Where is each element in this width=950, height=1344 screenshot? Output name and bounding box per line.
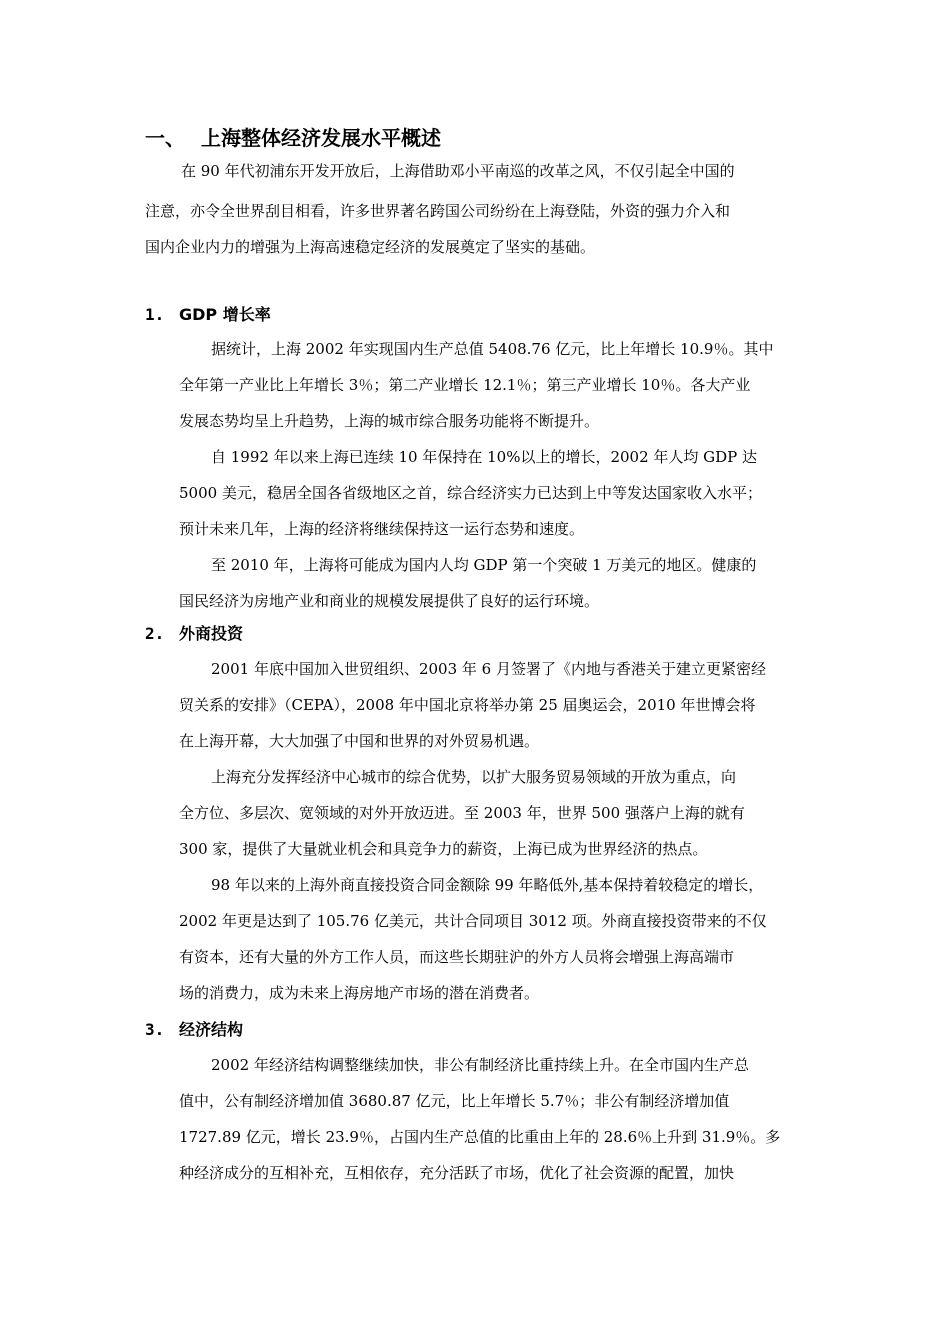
subsection-title: 经济结构 [179,1020,244,1039]
paragraph-line: 国民经济为房地产业和商业的规模发展提供了良好的运行环境。 [179,592,600,610]
paragraph-line: 自 1992 年以来上海已连续 10 年保持在 10%以上的增长，2002 年人均 GDP 达 [211,448,758,466]
intro-paragraph-line: 注意，亦令全世界刮目相看，许多世界著名跨国公司纷纷在上海登陆，外资的强力介入和 [145,202,731,220]
paragraph-line: 贸关系的安排》（CEPA），2008 年中国北京将举办第 25 届奥运会，2010 年世博会将 [179,696,756,714]
intro-paragraph-line: 在 90 年代初浦东开发开放后，上海借助邓小平南巡的改革之风，不仅引起全中国的 [181,162,735,180]
subsection-heading-foreign-investment [145,622,243,646]
paragraph-line: 至 2010 年，上海将可能成为国内人均 GDP 第一个突破 1 万美元的地区。健康的 [211,556,757,574]
subsection-number: 1. [145,305,165,324]
paragraph-line: 2002 年更是达到了 105.76 亿美元，共计合同项目 3012 项。外商直接投资带来的不仅 [179,912,767,930]
paragraph-line: 5000 美元，稳居全国各省级地区之首，综合经济实力已达到上中等发达国家收入水平； [179,484,762,502]
paragraph-line: 98 年以来的上海外商直接投资合同金额除 99 年略低外,基本保持着较稳定的增长， [211,876,764,894]
paragraph-line: 据统计，上海 2002 年实现国内生产总值 5408.76 亿元，比上年增长 10.9％。其中 [211,340,774,358]
paragraph-line: 1727.89 亿元，增长 23.9％，占国内生产总值的比重由上年的 28.6％上升到 31.9％。多 [179,1128,781,1146]
paragraph-line: 种经济成分的互相补充，互相依存，充分活跃了市场，优化了社会资源的配置，加快 [179,1164,735,1182]
paragraph-line: 预计未来几年，上海的经济将继续保持这一运行态势和速度。 [179,520,585,538]
paragraph-line: 全方位、多层次、宽领域的对外开放迈进。至 2003 年，世界 500 强落户上海的就有 [179,804,745,822]
subsection-heading-gdp [145,303,271,327]
paragraph-line: 2001 年底中国加入世贸组织、2003 年 6 月签署了《内地与香港关于建立更紧密经 [211,660,766,678]
paragraph-line: 场的消费力，成为未来上海房地产市场的潜在消费者。 [179,984,540,1002]
paragraph-line: 在上海开幕，大大加强了中国和世界的对外贸易机遇。 [179,732,540,750]
paragraph-line: 有资本，还有大量的外方工作人员，而这些长期驻沪的外方人员将会增强上海高端市 [179,948,735,966]
paragraph-line: 发展态势均呈上升趋势，上海的城市综合服务功能将不断提升。 [179,412,600,430]
paragraph-line: 值中，公有制经济增加值 3680.87 亿元，比上年增长 5.7％；非公有制经济增加值 [179,1092,730,1110]
subsection-title: 外商投资 [179,624,244,643]
paragraph-line: 上海充分发挥经济中心城市的综合优势，以扩大服务贸易领域的开放为重点，向 [211,768,737,786]
section-heading [145,124,441,152]
paragraph-line: 300 家，提供了大量就业机会和具竞争力的薪资，上海已成为世界经济的热点。 [179,840,708,858]
section-title: 上海整体经济发展水平概述 [201,126,441,150]
subsection-number: 3. [145,1020,165,1039]
paragraph-line: 全年第一产业比上年增长 3％；第二产业增长 12.1％；第三产业增长 10％。各大产业 [179,376,751,394]
intro-paragraph-line: 国内企业内力的增强为上海高速稳定经济的发展奠定了坚实的基础。 [145,238,596,256]
subsection-heading-economic-structure [145,1018,243,1042]
section-number: 一、 [145,126,185,150]
subsection-number: 2. [145,624,165,643]
paragraph-line: 2002 年经济结构调整继续加快，非公有制经济比重持续上升。在全市国内生产总 [211,1056,749,1074]
subsection-title: GDP 增长率 [179,305,271,324]
